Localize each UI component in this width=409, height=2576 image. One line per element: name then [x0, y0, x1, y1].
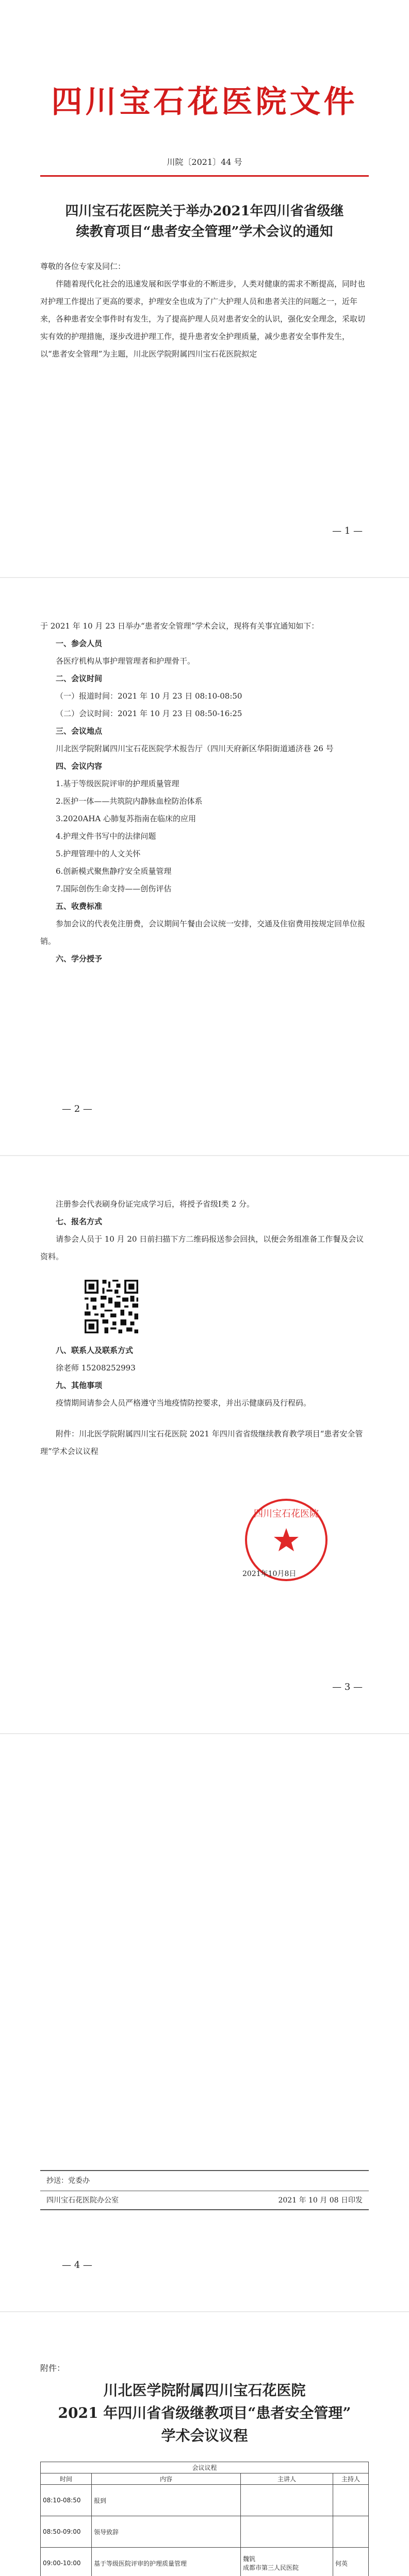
registration-qr-code[interactable]: [83, 1278, 140, 1335]
column-header: 内容: [92, 2473, 241, 2485]
section-heading-fees: 五、收费标准: [56, 902, 103, 911]
notice-body-page-2: [40, 617, 369, 968]
section-text-other: 疫情期间请参会人员严格遵守当地疫情防控要求，并出示健康码及行程码。: [56, 1398, 312, 1408]
section-heading-content: 四、会议内容: [56, 761, 103, 771]
footer-rule-bottom: [40, 2209, 369, 2210]
document-page-1: [0, 0, 409, 577]
content-item: 1.基于等级医院评审的护理质量管理: [56, 779, 179, 788]
notice-body-start: [40, 258, 369, 363]
column-header: 主讲人: [241, 2473, 333, 2485]
notice-title-line-2: 续教育项目“患者安全管理”学术会议的通知: [76, 224, 333, 240]
column-header: 时间: [41, 2473, 92, 2485]
notice-body-page-3: [40, 1195, 369, 1265]
section-heading-attendees: 一、参会人员: [56, 639, 103, 648]
credit-text: 注册参会代表刷身份证完成学习后，将授予省级Ⅰ类 2 分。: [56, 1199, 255, 1209]
table-cell: [241, 2516, 333, 2548]
agenda-caption: 会议议程: [41, 2462, 369, 2473]
issue-date: 2021 年 10 月 08 日印发: [278, 2196, 363, 2205]
content-item: 3.2020AHA 心肺复苏指南在临床的应用: [56, 814, 197, 823]
section-text-fees: 参加会议的代表免注册费，会议期间午餐由会议统一安排，交通及住宿费用按规定回单位报销。: [40, 919, 366, 946]
footer-rule-top: [40, 2170, 369, 2171]
table-row: [41, 2485, 369, 2516]
document-page-2: [0, 578, 409, 1155]
page-number: — 3 —: [332, 1682, 363, 1692]
column-header: 主持人: [333, 2473, 369, 2485]
section-heading-time: 二、会议时间: [56, 674, 103, 683]
time-line-check-in: （一）报道时间：2021 年 10 月 23 日 08:10-08:50: [56, 691, 242, 701]
content-item: 5.护理管理中的人文关怀: [56, 849, 141, 858]
document-page-5: [0, 2312, 409, 2576]
section-text-registration: 请参会人员于 10 月 20 日前扫描下方二维码报送参会回执，以便会务组准备工作餐及会议资料。: [40, 1234, 364, 1261]
notice-body-page-3-lower: [40, 1342, 369, 1460]
issuer: 四川宝石花医院办公室: [46, 2196, 119, 2205]
attachment-title-line-3: 学术会议议程: [161, 2427, 248, 2444]
table-cell: [333, 2485, 369, 2516]
table-cell: 08:10-08:50: [41, 2485, 92, 2516]
content-item: 7.国际创伤生命支持——创伤评估: [56, 884, 172, 893]
document-header-title: 四川宝石花医院文件: [51, 84, 358, 120]
attachment-note: 附件：川北医学院附属四川宝石花医院 2021 年四川省省级继续教育教学项目“患者安全管理”学术会议议程: [40, 1429, 363, 1456]
table-cell: 魏钒 成都市第三人民医院: [241, 2548, 333, 2576]
table-cell: 基于等级医院评审的护理质量管理: [92, 2548, 241, 2576]
content-item: 4.护理文件书写中的法律问题: [56, 832, 156, 841]
notice-title: [41, 201, 368, 242]
attachment-title: [40, 2379, 369, 2447]
content-item: 2.医护一体——共筑院内静脉血栓防治体系: [56, 796, 203, 806]
page-number: — 2 —: [62, 1104, 92, 1114]
content-item: 6.创新模式聚焦静疗安全质量管理: [56, 867, 172, 876]
document-page-4: [0, 1734, 409, 2311]
section-heading-registration: 七、报名方式: [56, 1217, 103, 1226]
table-row: [41, 2516, 369, 2548]
section-text-contact: 徐老师 15208252993: [56, 1363, 136, 1372]
attachment-label: 附件：: [40, 2363, 66, 2373]
attachment-title-line-2: 2021 年四川省省级继教项目“患者安全管理”: [58, 2404, 351, 2421]
section-heading-other: 九、其他事项: [56, 1381, 103, 1390]
notice-title-line-1: 四川宝石花医院关于举办2021年四川省省级继: [65, 204, 344, 219]
seal-date: 2021年10月8日: [242, 1570, 297, 1578]
attachment-title-line-1: 川北医学院附属四川宝石花医院: [103, 2382, 306, 2399]
table-cell: 何英: [333, 2548, 369, 2576]
table-cell: 08:50-09:00: [41, 2516, 92, 2548]
table-cell: 09:00-10:00: [41, 2548, 92, 2576]
section-heading-location: 三、会议地点: [56, 726, 103, 736]
agenda-header-row: [41, 2473, 369, 2485]
table-cell: 报到: [92, 2485, 241, 2516]
table-row: [41, 2548, 369, 2576]
section-heading-contact: 八、联系人及联系方式: [56, 1346, 134, 1355]
section-text-location: 川北医学院附属四川宝石花医院学术报告厅（四川天府新区华阳街道通济巷 26 号: [56, 744, 334, 753]
section-heading-credits: 六、学分授予: [56, 954, 103, 963]
red-divider-line: [40, 175, 369, 177]
document-number: 川院〔2021〕44 号: [167, 157, 242, 167]
seal-text: 四川宝石花医院: [254, 1509, 319, 1519]
table-cell: [333, 2516, 369, 2548]
paragraph-intro-continued: 于 2021 年 10 月 23 日举办“患者安全管理”学术会议，现将有关事宜通知如下：: [40, 621, 319, 631]
salutation: 尊敬的各位专家及同仁：: [40, 262, 126, 271]
section-text-attendees: 各医疗机构从事护理管理者和护理骨干。: [56, 656, 195, 666]
table-cell: 领导致辞: [92, 2516, 241, 2548]
page-number: — 1 —: [332, 526, 363, 536]
time-line-meeting: （二）会议时间：2021 年 10 月 23 日 08:50-16:25: [56, 709, 242, 718]
page-number: — 4 —: [62, 2260, 92, 2270]
paragraph-intro: 伴随着现代化社会的迅速发展和医学事业的不断进步，人类对健康的需求不断提高，同时也对护理工作提出了更高的要求，护理安全也成为了广大护理人员和患者关注的问题之一，近年来，各种患者安全事件时有发生，为了提高护理人员对患者安全的认识，强化安全理念，采取切实有效的护理措施，逐步改进护理工作，提升患者安全护理质量，减少患者安全事件发生，以“患者安全管理”为主题，川北医学院附属四川宝石花医院拟定: [40, 279, 366, 359]
table-cell: [241, 2485, 333, 2516]
cc-label: 抄送：党委办: [46, 2177, 90, 2185]
agenda-table: [40, 2462, 369, 2576]
document-page-3: [0, 1156, 409, 1733]
